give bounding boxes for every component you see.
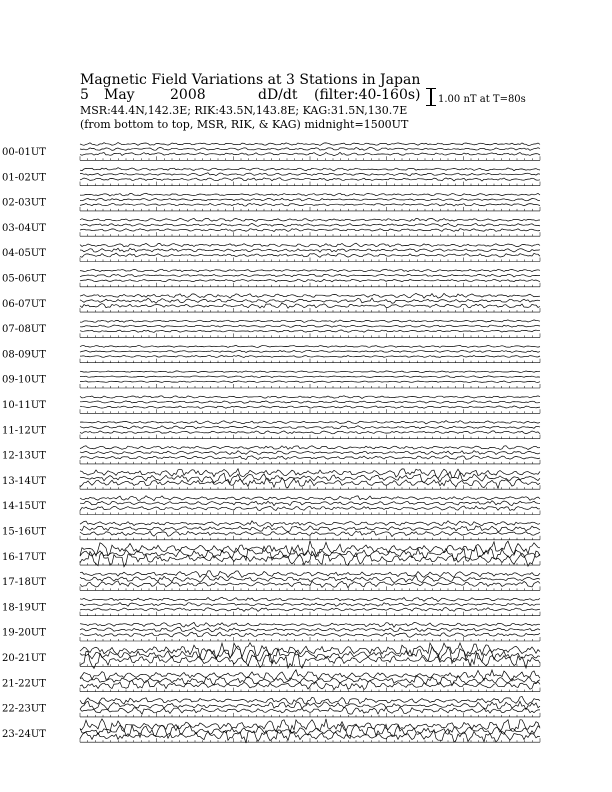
row-23-24UT <box>2 719 540 743</box>
trace-RIK <box>80 646 540 664</box>
trace-MSR <box>80 229 540 232</box>
trace-KAG <box>80 496 540 501</box>
trace-KAG <box>80 396 540 399</box>
row-11-12UT <box>2 421 540 439</box>
trace-RIK <box>80 526 540 532</box>
trace-RIK <box>80 401 540 403</box>
row-02-03UT <box>2 193 540 211</box>
trace-KAG <box>80 597 540 601</box>
trace-MSR <box>80 608 540 612</box>
date-year: 2008 <box>170 87 206 103</box>
row-10-11UT <box>2 396 540 414</box>
trace-KAG <box>80 643 540 660</box>
trace-KAG <box>80 218 540 221</box>
hour-label: 12-13UT <box>2 450 46 462</box>
trace-KAG <box>80 371 540 373</box>
trace-RIK <box>80 472 540 483</box>
trace-MSR <box>80 253 540 257</box>
trace-KAG <box>80 243 540 247</box>
hour-label: 09-10UT <box>2 374 46 386</box>
hour-label: 19-20UT <box>2 627 46 639</box>
trace-RIK <box>80 248 540 252</box>
hour-label: 21-22UT <box>2 678 46 690</box>
hour-label: 06-07UT <box>2 298 46 310</box>
trace-MSR <box>80 531 540 536</box>
hour-label: 20-21UT <box>2 653 46 664</box>
trace-KAG <box>80 320 540 323</box>
chart-title: Magnetic Field Variations at 3 Stations in Japan <box>80 72 421 88</box>
row-17-18UT <box>2 571 540 591</box>
trace-RIK <box>80 426 540 429</box>
row-09-10UT <box>2 371 540 388</box>
trace-MSR <box>80 632 540 637</box>
hour-label: 13-14UT <box>2 475 46 487</box>
date-month: May <box>104 87 135 103</box>
row-16-17UT <box>2 541 540 567</box>
hour-label: 22-23UT <box>2 703 46 715</box>
trace-KAG <box>80 421 540 424</box>
row-18-19UT <box>2 597 540 615</box>
row-03-04UT <box>2 218 540 236</box>
hour-label: 07-08UT <box>2 324 46 336</box>
trace-KAG <box>80 345 540 347</box>
trace-RIK <box>80 325 540 327</box>
trace-MSR <box>80 406 540 408</box>
row-22-23UT <box>2 696 540 717</box>
trace-KAG <box>80 446 540 450</box>
trace-RIK <box>80 350 540 352</box>
trace-MSR <box>80 178 540 181</box>
trace-MSR <box>80 356 540 358</box>
trace-RIK <box>80 198 540 201</box>
row-06-07UT <box>2 293 540 312</box>
row-21-22UT <box>2 670 540 692</box>
hour-label: 15-16UT <box>2 526 46 538</box>
hour-label: 00-01UT <box>2 147 46 158</box>
hour-label: 17-18UT <box>2 577 46 589</box>
hour-label: 05-06UT <box>2 273 46 285</box>
trace-MSR <box>80 203 540 206</box>
stations-label: MSR:44.4N,142.3E; RIK:43.5N,143.8E; KAG:31.5N,130.7E <box>80 104 408 117</box>
row-13-14UT <box>2 469 540 490</box>
scale-label: 1.00 nT at T=80s <box>438 94 526 105</box>
row-05-06UT <box>2 269 540 287</box>
row-15-16UT <box>2 521 540 540</box>
hour-label: 10-11UT <box>2 400 46 411</box>
trace-MSR <box>80 431 540 434</box>
trace-RIK <box>80 603 540 607</box>
trace-MSR <box>80 152 540 155</box>
trace-RIK <box>80 298 540 303</box>
hour-label: 16-17UT <box>2 551 46 563</box>
trace-RIK <box>80 627 540 632</box>
trace-KAG <box>80 143 540 146</box>
trace-KAG <box>80 168 540 171</box>
order-note: (from bottom to top, MSR, RIK, & KAG) midnight=1500UT <box>80 118 409 131</box>
row-20-21UT <box>2 643 540 669</box>
date-day: 5 <box>80 87 89 103</box>
row-19-20UT <box>2 622 540 641</box>
hour-label: 04-05UT <box>2 248 46 260</box>
trace-RIK <box>80 147 540 150</box>
trace-MSR <box>80 506 540 511</box>
trace-MSR <box>80 303 540 308</box>
trace-KAG <box>80 293 540 298</box>
trace-RIK <box>80 701 540 709</box>
row-01-02UT <box>2 168 540 186</box>
hour-label: 14-15UT <box>2 501 46 513</box>
row-04-05UT <box>2 243 540 261</box>
trace-RIK <box>80 173 540 176</box>
trace-MSR <box>80 381 540 383</box>
row-00-01UT <box>2 143 540 161</box>
component-label: dD/dt <box>258 87 298 103</box>
row-12-13UT <box>2 446 540 464</box>
trace-MSR <box>80 279 540 282</box>
hour-label: 02-03UT <box>2 197 46 209</box>
filter-label: (filter:40-160s) <box>314 87 421 103</box>
hour-label: 23-24UT <box>2 728 46 740</box>
trace-RIK <box>80 501 540 506</box>
row-07-08UT <box>2 320 540 338</box>
hour-label: 08-09UT <box>2 349 46 361</box>
trace-RIK <box>80 376 540 378</box>
trace-RIK <box>80 576 540 583</box>
hour-label: 01-02UT <box>2 172 46 184</box>
trace-RIK <box>80 274 540 277</box>
row-14-15UT <box>2 496 540 515</box>
trace-KAG <box>80 696 540 704</box>
trace-KAG <box>80 193 540 196</box>
trace-KAG <box>80 622 540 627</box>
hour-label: 11-12UT <box>2 425 46 437</box>
trace-KAG <box>80 269 540 272</box>
trace-MSR <box>80 456 540 460</box>
trace-MSR <box>80 330 540 332</box>
hour-label: 03-04UT <box>2 222 46 234</box>
row-08-09UT <box>2 345 540 362</box>
trace-KAG <box>80 719 540 733</box>
hour-label: 18-19UT <box>2 602 46 614</box>
trace-RIK <box>80 223 540 226</box>
trace-RIK <box>80 451 540 455</box>
